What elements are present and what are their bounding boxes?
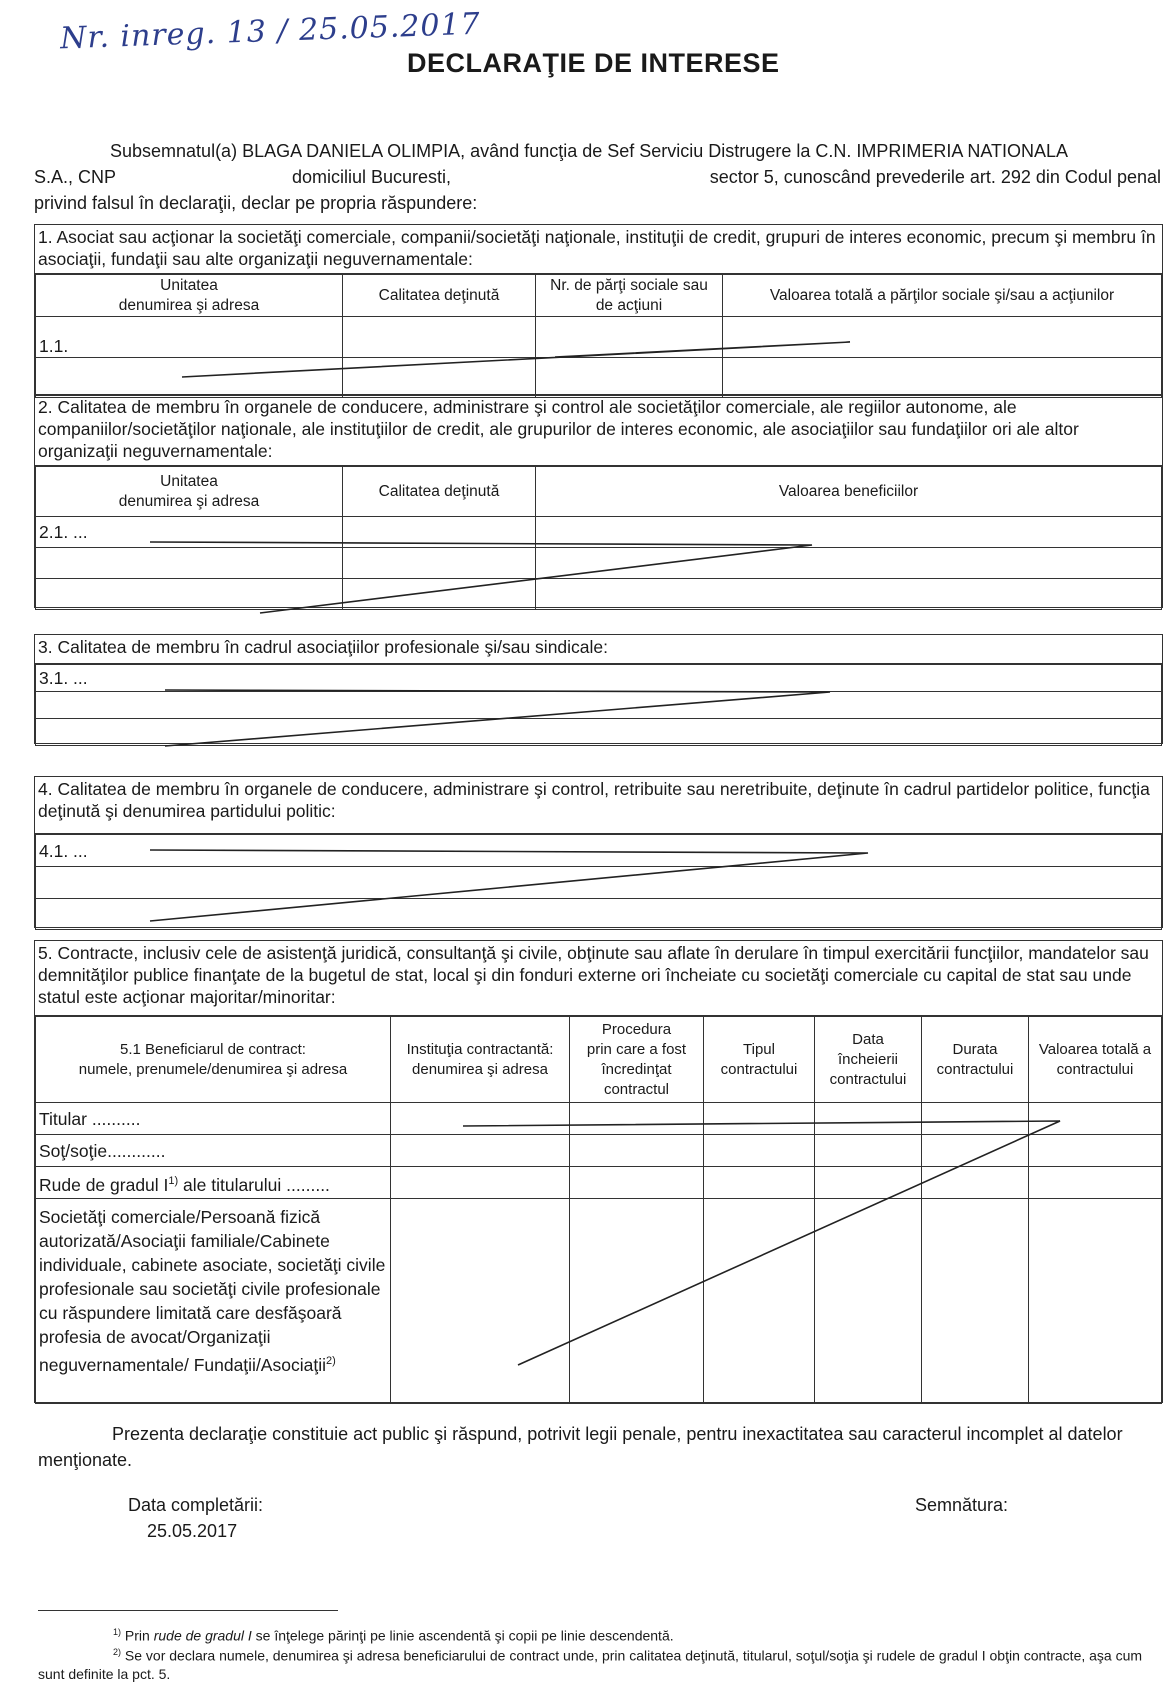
section-5-col-total-value: Valoarea totală a contractului [1029, 1017, 1162, 1103]
table-cell [1029, 1135, 1162, 1167]
table-cell [815, 1135, 922, 1167]
table-cell [36, 579, 343, 610]
table-cell [36, 548, 343, 579]
section-3 [34, 634, 1163, 744]
section-5-row-companies [36, 1199, 391, 1404]
section-1-heading: 1. Asociat sau acţionar la societăţi comerciale, companii/societăţi naţionale, instituţii de credit, grupuri de interes economic, precum şi membru în asociaţii, fundaţii sau alte organizaţii neguvernamentale: [35, 225, 1162, 274]
section-5-heading: 5. Contracte, inclusiv cele de asistenţă juridică, consultanţă şi civile, obţinute sau aflate în derulare în timpul exercitării funcţiilor, mandatelor sau demnităţilor publice finanţate de la bugetul de stat, local şi din fonduri externe ori încheiate cu societăţi comerciale cu capital de stat sau unde statul este acţionar majoritar/minoritar: [35, 941, 1162, 1016]
relatives-label: Rude de gradul I [39, 1174, 169, 1195]
table-cell [391, 1167, 570, 1199]
intro-paragraph [34, 138, 1161, 216]
footnote-ref-2: 2) [325, 1355, 336, 1367]
section-5-col-procedure: Procedura prin care a fost încredinţat contractul [570, 1017, 704, 1103]
table-cell [1029, 1167, 1162, 1199]
table-cell [815, 1199, 922, 1404]
table-cell [536, 358, 723, 398]
footnote-2 [38, 1643, 1163, 1683]
table-cell [536, 317, 723, 358]
footnote-ref-1: 1) [168, 1174, 179, 1187]
section-1-col-quality: Calitatea deţinută [343, 275, 536, 317]
table-cell [36, 358, 343, 398]
table-cell [536, 517, 1162, 548]
table-cell [704, 1167, 815, 1199]
intro-cnp-label: S.A., CNP [34, 167, 117, 187]
section-2-col-quality: Calitatea deţinută [343, 467, 536, 517]
footnote-1-mark: 1) [113, 1627, 122, 1637]
intro-address: domiciliul Bucuresti, [292, 167, 452, 187]
closing-statement: Prezenta declaraţie constituie act public şi răspund, potrivit legii penale, pentru inexactitatea sau caracterul incomplet al datelor menţionate. [38, 1424, 1123, 1470]
table-cell [536, 548, 1162, 579]
table-cell [1029, 1103, 1162, 1135]
section-1-col-value: Valoarea totală a părţilor sociale şi/sau a acţiunilor [723, 275, 1162, 317]
document-title: DECLARAŢIE DE INTERESE [407, 48, 780, 78]
footnote-2-mark: 2) [113, 1647, 122, 1657]
table-cell [343, 579, 536, 610]
intro-line-1: Subsemnatul(a) BLAGA DANIELA OLIMPIA, având funcţia de Sef Serviciu Distrugere la C.N. IMPRIMERIA NATIONALA [110, 141, 1069, 161]
table-cell [815, 1167, 922, 1199]
companies-label: Societăţi comerciale/Persoană fizică autorizată/Asociaţii familiale/Cabinete individuale, cabinete asociate, societăţi civile profesionale sau societăţi civile profesionale cu răspundere limitată care desfăşoară profesia de avocat/Organizaţii neguvernamentale/ Fundaţii/Asociaţii [39, 1207, 386, 1375]
date-label: Data completării: [128, 1495, 264, 1515]
section-4-row-label: 4.1. ... [36, 835, 1162, 867]
table-cell [536, 579, 1162, 610]
table-cell [36, 899, 1162, 930]
section-2-col-benefits: Valoarea beneficiilor [536, 467, 1162, 517]
table-cell [815, 1103, 922, 1135]
intro-sector: sector 5, cunoscând prevederile art. 292 din Codul penal [709, 167, 1161, 187]
section-5-col-beneficiary: 5.1 Beneficiarul de contract: numele, prenumele/denumirea şi adresa [36, 1017, 391, 1103]
table-cell [570, 1103, 704, 1135]
date-value: 25.05.2017 [147, 1521, 238, 1541]
section-1-col-unit: Unitatea denumirea şi adresa [36, 275, 343, 317]
intro-line-2 [34, 164, 1161, 190]
section-4-heading: 4. Calitatea de membru în organele de conducere, administrare şi control, retribuite sau neretribuite, deţinute în cadrul partidelor politice, funcţia deţinută şi denumirea partidului politic: [35, 777, 1162, 834]
section-1-col-shares: Nr. de părţi sociale sau de acţiuni [536, 275, 723, 317]
table-cell [343, 517, 536, 548]
section-5-row-relatives [36, 1167, 391, 1199]
table-cell [1029, 1199, 1162, 1404]
footnote-1 [113, 1623, 1163, 1645]
table-cell [391, 1199, 570, 1404]
table-cell [570, 1167, 704, 1199]
table-cell [922, 1103, 1029, 1135]
section-5-row-spouse: Soţ/soţie............ [36, 1135, 391, 1167]
intro-line-3: privind falsul în declaraţii, declar pe propria răspundere: [34, 193, 478, 213]
table-cell [343, 358, 536, 398]
table-cell [704, 1135, 815, 1167]
relatives-label-suffix: ale titularului ......... [178, 1174, 330, 1195]
table-cell [391, 1103, 570, 1135]
section-1-row-label: 1.1. [36, 317, 343, 358]
table-cell [922, 1135, 1029, 1167]
section-3-row-label: 3.1. ... [36, 665, 1162, 692]
section-3-table [35, 664, 1162, 746]
section-1-table [35, 274, 1162, 398]
table-cell [723, 358, 1162, 398]
table-cell [704, 1199, 815, 1404]
table-cell [723, 317, 1162, 358]
section-5-col-institution: Instituţia contractantă: denumirea şi adresa [391, 1017, 570, 1103]
table-cell [704, 1103, 815, 1135]
section-2 [34, 394, 1163, 608]
section-5-row-titular: Titular .......... [36, 1103, 391, 1135]
section-4-table [35, 834, 1162, 930]
footnote-1-text-b: se înţelege părinţi pe linie ascendentă şi copii pe linie descendentă. [251, 1627, 674, 1644]
table-cell [391, 1135, 570, 1167]
table-cell [922, 1167, 1029, 1199]
section-5-col-type: Tipul contractului [704, 1017, 815, 1103]
section-5-col-duration: Durata contractului [922, 1017, 1029, 1103]
handwritten-registration-number: Nr. inreg. 13 / 25.05.2017 [59, 6, 482, 57]
section-5-table [35, 1016, 1162, 1404]
section-2-heading: 2. Calitatea de membru în organele de conducere, administrare şi control ale societăţilor comerciale, ale regiilor autonome, ale companiilor/societăţilor naţionale, ale instituţiilor de credit, ale grupurilor de interes economic, ale asociaţiilor sau fundaţiilor ori ale altor organizaţii neguvernamentale: [35, 395, 1162, 466]
section-2-col-unit: Unitatea denumirea şi adresa [36, 467, 343, 517]
table-cell [36, 692, 1162, 719]
section-4 [34, 776, 1163, 928]
table-cell [570, 1199, 704, 1404]
table-cell [36, 867, 1162, 899]
footnote-1-text-a: Prin [124, 1627, 154, 1644]
footnote-divider [38, 1610, 338, 1611]
footnote-2-text: Se vor declara numele, denumirea şi adresa beneficiarului de contract unde, prin calitatea deţinută, titularul, soţul/soţia şi rudele de gradul I obţin contracte, aşa cum sunt definite la pct. 5. [38, 1647, 1143, 1682]
section-3-heading: 3. Calitatea de membru în cadrul asociaţiilor profesionale şi/sau sindicale: [35, 635, 1162, 664]
table-cell [36, 719, 1162, 746]
section-5-col-date: Data încheierii contractului [815, 1017, 922, 1103]
table-cell [922, 1199, 1029, 1404]
section-5 [34, 940, 1163, 1403]
section-2-table [35, 466, 1162, 610]
section-1 [34, 224, 1163, 396]
footnote-1-emphasis: rude de gradul I [153, 1627, 252, 1644]
signature-label: Semnătura: [915, 1495, 1009, 1515]
table-cell [343, 548, 536, 579]
table-cell [570, 1135, 704, 1167]
section-2-row-label: 2.1. ... [36, 517, 343, 548]
table-cell [343, 317, 536, 358]
